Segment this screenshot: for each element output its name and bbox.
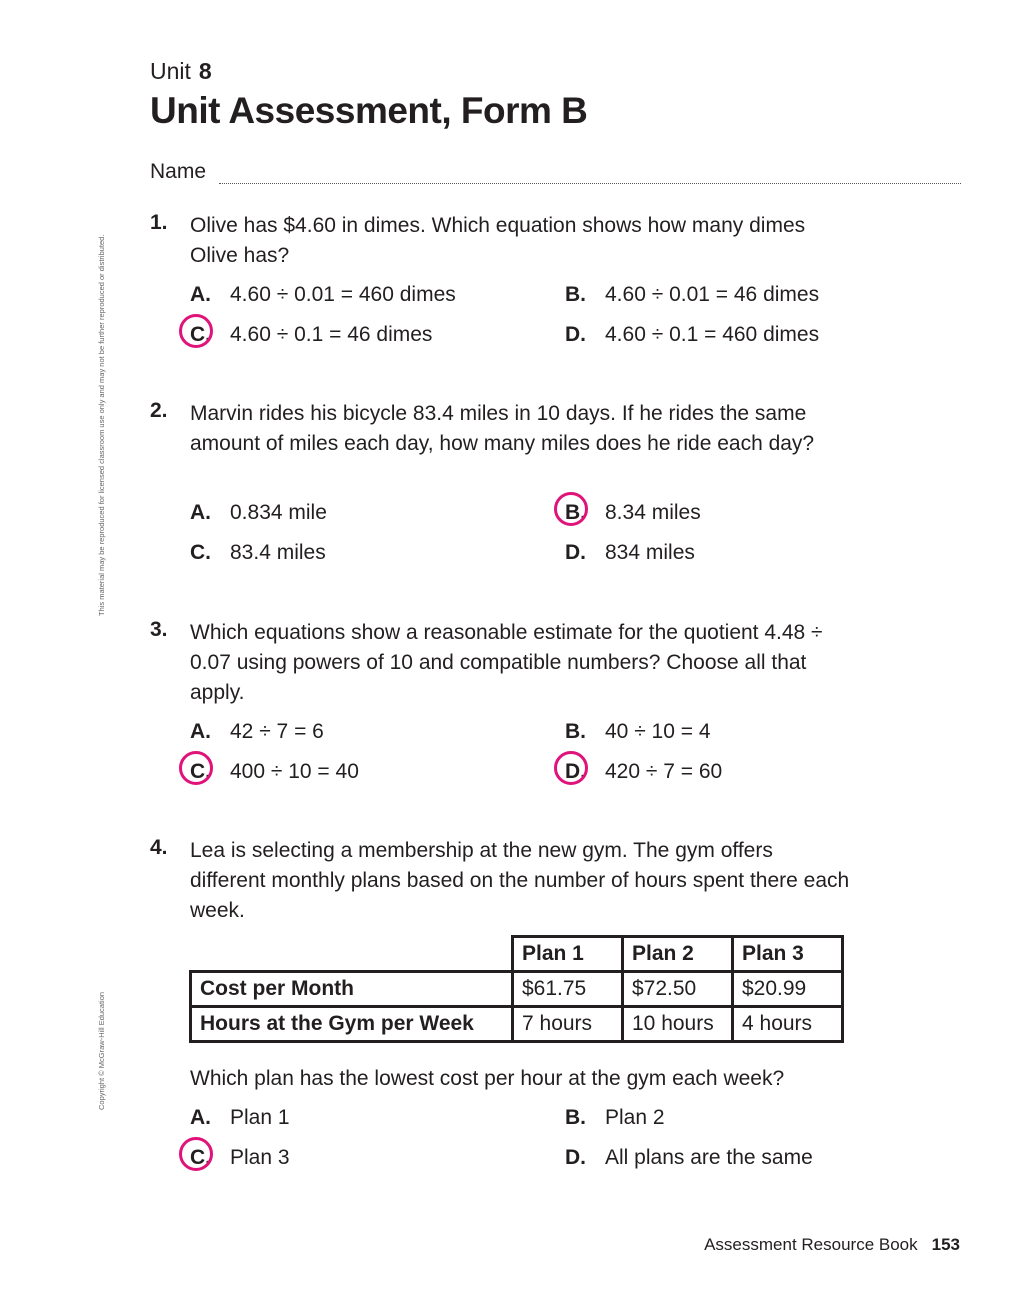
option-text: 40 ÷ 10 = 4 <box>605 720 711 743</box>
question-number: 2. <box>150 399 168 422</box>
option-letter: C. <box>190 323 230 347</box>
answer-circle-icon <box>179 1137 213 1171</box>
table-header: Plan 3 <box>733 937 843 972</box>
option-text: 4.60 ÷ 0.1 = 46 dimes <box>230 323 433 346</box>
table-cell: $20.99 <box>733 972 843 1007</box>
table-row <box>191 1007 843 1042</box>
answer-option-selected[interactable] <box>565 501 701 525</box>
table-corner <box>191 937 513 972</box>
answer-option[interactable] <box>190 541 326 565</box>
answer-circle-icon <box>554 751 588 785</box>
gym-plans-table <box>189 935 844 1043</box>
row-label: Hours at the Gym per Week <box>191 1007 513 1042</box>
usage-notice: This material may be reproduced for licensed classroom use only and may not be further reproduced or distributed. <box>97 234 106 616</box>
unit-number: 8 <box>198 58 212 84</box>
option-letter: D. <box>565 760 605 784</box>
page-title: Unit Assessment, Form B <box>150 90 588 131</box>
table-cell: $72.50 <box>623 972 733 1007</box>
option-text: Plan 1 <box>230 1106 290 1129</box>
answer-circle-icon <box>554 492 588 526</box>
option-text: 0.834 mile <box>230 501 327 524</box>
option-text: 4.60 ÷ 0.01 = 46 dimes <box>605 283 820 306</box>
option-letter: A. <box>190 501 211 524</box>
option-letter: B. <box>565 720 586 743</box>
option-text: Plan 3 <box>230 1146 290 1169</box>
option-text: 420 ÷ 7 = 60 <box>605 760 723 783</box>
question-number: 1. <box>150 211 168 234</box>
option-letter: D. <box>565 541 586 564</box>
option-letter: B. <box>565 501 605 525</box>
table-header-row <box>191 937 843 972</box>
answer-option[interactable] <box>565 720 711 744</box>
answer-circle-icon <box>179 314 213 348</box>
option-letter: C. <box>190 760 230 784</box>
answer-circle-icon <box>179 751 213 785</box>
table-cell: $61.75 <box>513 972 623 1007</box>
option-text: All plans are the same <box>605 1146 813 1169</box>
table-cell: 4 hours <box>733 1007 843 1042</box>
answer-option[interactable] <box>190 1106 290 1130</box>
book-title: Assessment Resource Book <box>704 1235 918 1254</box>
option-text: Plan 2 <box>605 1106 665 1129</box>
table-header: Plan 2 <box>623 937 733 972</box>
answer-option[interactable] <box>190 283 456 307</box>
answer-option[interactable] <box>190 501 327 525</box>
option-letter: A. <box>190 283 211 306</box>
answer-option-selected[interactable] <box>190 1146 290 1170</box>
question-text: Olive has $4.60 in dimes. Which equation shows how many dimes Olive has? <box>190 214 806 267</box>
question-text: Which equations show a reasonable estimate for the quotient 4.48 ÷ 0.07 using powers of 10 and compatible numbers? Choose all that apply. <box>190 621 823 704</box>
unit-word: Unit <box>150 58 191 84</box>
question-text: Marvin rides his bicycle 83.4 miles in 10 days. If he rides the same amount of miles each day, how many miles does he ride each day? <box>190 402 815 455</box>
option-letter: B. <box>565 283 586 306</box>
followup-question: Which plan has the lowest cost per hour at the gym each week? <box>190 1067 785 1090</box>
option-letter: B. <box>565 1106 586 1129</box>
table-cell: 10 hours <box>623 1007 733 1042</box>
answer-option[interactable] <box>190 720 324 744</box>
page-number: 153 <box>931 1235 960 1254</box>
unit-label <box>150 58 212 85</box>
option-letter: A. <box>190 1106 211 1129</box>
option-letter: D. <box>565 323 586 346</box>
option-text: 4.60 ÷ 0.1 = 460 dimes <box>605 323 820 346</box>
option-letter: D. <box>565 1146 586 1169</box>
answer-option-selected[interactable] <box>190 323 432 347</box>
option-text: 42 ÷ 7 = 6 <box>230 720 324 743</box>
answer-option[interactable] <box>565 1106 665 1130</box>
table-header: Plan 1 <box>513 937 623 972</box>
option-letter: C. <box>190 1146 230 1170</box>
option-text: 4.60 ÷ 0.01 = 460 dimes <box>230 283 456 306</box>
copyright-notice: Copyright © McGraw-Hill Education <box>97 991 106 1110</box>
name-field[interactable] <box>219 183 961 184</box>
name-label: Name <box>150 160 207 183</box>
page-footer <box>704 1235 960 1255</box>
question-number: 3. <box>150 618 168 641</box>
answer-option[interactable] <box>565 283 819 307</box>
table-cell: 7 hours <box>513 1007 623 1042</box>
question-number: 4. <box>150 836 168 859</box>
question-text: Lea is selecting a membership at the new gym. The gym offers different monthly plans based on the number of hours spent there each week. <box>190 839 850 922</box>
answer-option[interactable] <box>565 323 819 347</box>
option-text: 8.34 miles <box>605 501 701 524</box>
option-text: 83.4 miles <box>230 541 326 564</box>
table-row <box>191 972 843 1007</box>
answer-option-selected[interactable] <box>565 760 722 784</box>
option-letter: C. <box>190 541 211 564</box>
option-text: 400 ÷ 10 = 40 <box>230 760 359 783</box>
answer-option[interactable] <box>565 1146 813 1170</box>
option-text: 834 miles <box>605 541 695 564</box>
option-letter: A. <box>190 720 211 743</box>
answer-option[interactable] <box>565 541 695 565</box>
row-label: Cost per Month <box>191 972 513 1007</box>
answer-option-selected[interactable] <box>190 760 359 784</box>
